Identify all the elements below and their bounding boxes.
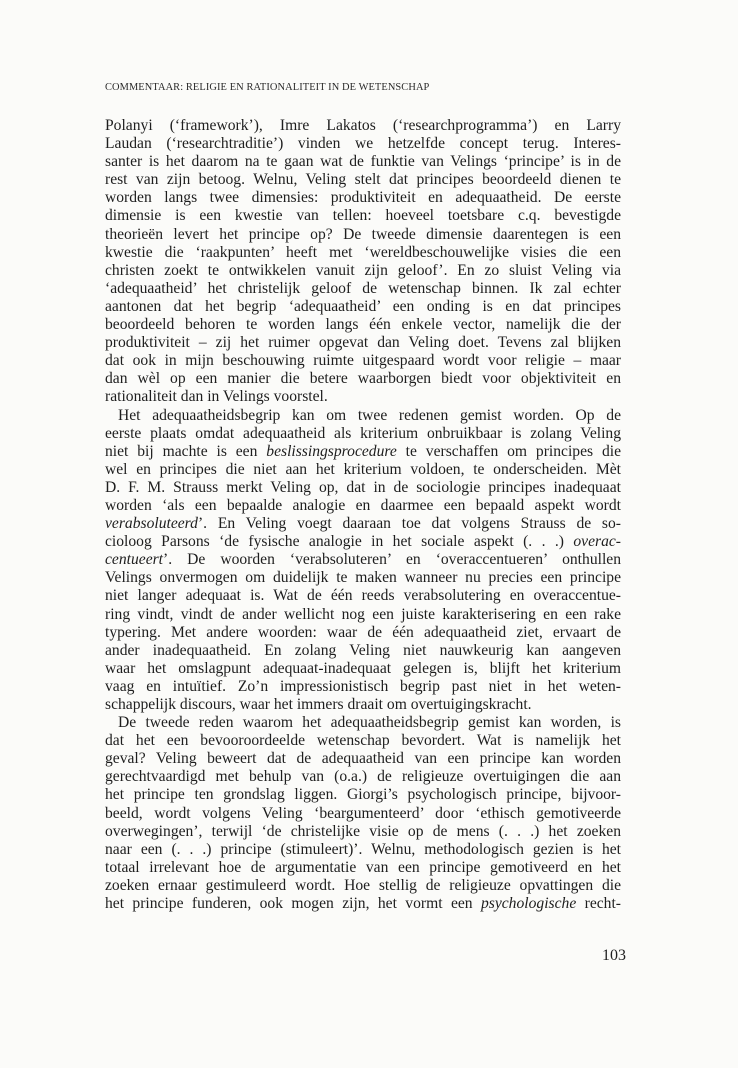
text-segment: Laudan (‘researchtraditie’) vinden we hetzelfde concept terug. Interes-: [105, 135, 621, 153]
text-segment: gerechtvaardigd met behulp van (o.a.) de religieuze overtuigingen die aan: [105, 768, 621, 786]
text-line: [105, 533, 621, 551]
text-segment: eerste plaats omdat adequaatheid als kriterium onbruikbaar is zolang Veling: [105, 424, 621, 442]
text-line: [105, 895, 621, 913]
text-segment: beeld, wordt volgens Veling ‘beargumenteerd’ door ‘ethisch gemotiveerde: [105, 804, 621, 822]
text-line: [105, 226, 621, 244]
text-line: [105, 352, 621, 370]
text-segment: naar een (. . .) principe (stimuleert)’. Welnu, methodologisch gezien is het: [105, 840, 621, 858]
text-segment: ander inadequaatheid. En zolang Veling niet nauwkeurig kan aangeven: [105, 641, 621, 659]
text-line: [105, 569, 621, 587]
text-segment: ‘adequaatheid’ het christelijk geloof de wetenschap binnen. Ik zal echter: [105, 279, 621, 297]
text-line: [105, 678, 621, 696]
text-segment: ’. En Veling voegt daaraan toe dat volgens Strauss de so-: [197, 515, 621, 533]
text-line: [105, 407, 621, 425]
text-segment: santer is het daarom na te gaan wat de funktie van Velings ‘principe’ is in de: [105, 153, 621, 171]
text-line: [105, 714, 621, 732]
text-line: [105, 732, 621, 750]
body-text: [105, 117, 621, 913]
text-line: [105, 606, 621, 624]
text-line: [105, 189, 621, 207]
text-segment: typering. Met andere woorden: waar de één adequaatheid ziet, ervaart de: [105, 623, 621, 641]
text-segment: te verschaffen om principes die: [396, 442, 621, 460]
text-line: [105, 841, 621, 859]
text-line: [105, 135, 621, 153]
text-line: [105, 877, 621, 895]
running-header: COMMENTAAR: RELIGIE EN RATIONALITEIT IN DE WETENSCHAP: [105, 82, 430, 93]
text-line: [105, 750, 621, 768]
italic-text: beslissingsprocedure: [266, 442, 397, 460]
text-segment: vaag en intuïtief. Zo’n impressionistisch begrip past niet in het weten-: [105, 677, 621, 695]
text-segment: D. F. M. Strauss merkt Veling op, dat in de sociologie principes inadequaat: [105, 478, 621, 496]
text-line: [105, 479, 621, 497]
text-segment: Het adequaatheidsbegrip kan om twee redenen gemist worden. Op de: [118, 406, 621, 424]
text-line: [105, 262, 621, 280]
text-line: [105, 551, 621, 569]
text-line: [105, 443, 621, 461]
text-segment: beoordeeld behoren te worden langs één enkele vector, namelijk die der: [105, 316, 621, 334]
text-segment: zoeken ernaar gestimuleerd wordt. Hoe stellig de religieuze opvattingen die: [105, 876, 621, 894]
text-segment: wel en principes die niet aan het kriterium voldoen, te onderscheiden. Mèt: [105, 460, 621, 478]
text-line: [105, 425, 621, 443]
text-line: [105, 497, 621, 515]
text-segment: aantonen dat het begrip ‘adequaatheid’ een onding is en dat principes: [105, 297, 621, 315]
text-segment: dat ook in mijn beschouwing ruimte uitgespaard wordt voor religie – maar: [105, 352, 621, 370]
text-line: [105, 207, 621, 225]
text-segment: rest van zijn betoog. Welnu, Veling stelt dat principes beoordeeld dienen te: [105, 171, 621, 189]
text-segment: dat het een bevooroordeelde wetenschap bevordert. Wat is namelijk het: [105, 732, 621, 750]
text-line: [105, 805, 621, 823]
italic-text: psychologische: [480, 895, 577, 913]
text-line: [105, 768, 621, 786]
text-segment: niet langer adequaat is. Wat de één reeds verabsolutering en overaccentue-: [105, 587, 621, 605]
text-line: [105, 515, 621, 533]
text-line: [105, 334, 621, 352]
text-segment: Polanyi (‘framework’), Imre Lakatos (‘researchprogramma’) en Larry: [105, 117, 621, 134]
text-segment: rationaliteit dan in Velings voorstel.: [105, 388, 328, 406]
text-segment: recht-: [576, 895, 621, 913]
italic-text: verabsoluteerd: [105, 515, 198, 533]
text-segment: niet bij machte is een: [105, 442, 267, 460]
text-segment: kwestie die ‘raakpunten’ heeft met ‘wereldbeschouwelijke visies die een: [105, 243, 621, 261]
italic-text: centueert: [105, 551, 164, 569]
text-segment: produktiviteit – zij het ruimer opgevat dan Veling doet. Tevens zal blijken: [105, 334, 621, 352]
text-segment: worden langs twee dimensies: produktiviteit en adequaatheid. De eerste: [105, 189, 621, 207]
text-line: [105, 786, 621, 804]
text-segment: waar het omslagpunt adequaat-inadequaat gelegen is, blijft het kriterium: [105, 659, 621, 677]
page-number: 103: [602, 947, 626, 964]
text-line: [105, 171, 621, 189]
text-line: [105, 660, 621, 678]
text-line: [105, 117, 621, 135]
text-line: [105, 316, 621, 334]
text-segment: ring vindt, vindt de ander wellicht nog een juiste karakterisering en een rake: [105, 605, 621, 623]
text-segment: het principe ten grondslag liggen. Giorgi’s psychologisch principe, bijvoor-: [105, 786, 621, 804]
text-line: [105, 298, 621, 316]
text-line: [105, 388, 621, 406]
text-segment: cioloog Parsons ‘de fysische analogie in het sociale aspekt (. . .): [105, 533, 574, 551]
text-segment: worden ‘als een bepaalde analogie en daarmee een bepaald aspekt wordt: [105, 496, 621, 514]
text-line: [105, 370, 621, 388]
text-segment: dan wèl op een manier die betere waarborgen biedt voor objektiviteit en: [105, 370, 621, 388]
text-segment: het principe funderen, ook mogen zijn, het vormt een: [105, 895, 481, 913]
text-segment: christen zoekt te ontwikkelen vanuit zijn geloof’. En zo sluist Veling via: [105, 261, 621, 279]
text-segment: overwegingen’, terwijl ‘de christelijke visie op de mens (. . .) het zoeken: [105, 822, 621, 840]
text-line: [105, 280, 621, 298]
text-line: [105, 859, 621, 877]
text-line: [105, 696, 621, 714]
text-line: [105, 153, 621, 171]
text-segment: totaal irrelevant hoe de argumentatie van een principe gemotiveerd en het: [105, 858, 621, 876]
text-segment: theorieën levert het principe op? De tweede dimensie daarentegen is een: [105, 225, 621, 243]
text-line: [105, 461, 621, 479]
text-segment: ’. De woorden ‘verabsoluteren’ en ‘overaccentueren’ onthullen: [163, 551, 621, 569]
text-line: [105, 642, 621, 660]
text-segment: De tweede reden waarom het adequaatheidsbegrip gemist kan worden, is: [118, 714, 621, 732]
italic-text: overac-: [573, 533, 621, 551]
text-segment: dimensie is een kwestie van tellen: hoeveel toetsbare c.q. bevestigde: [105, 207, 621, 225]
text-segment: geval? Veling beweert dat de adequaatheid van een principe kan worden: [105, 750, 621, 768]
text-line: [105, 823, 621, 841]
text-line: [105, 587, 621, 605]
text-line: [105, 624, 621, 642]
text-segment: schappelijk discours, waar het immers draait om overtuigingskracht.: [105, 696, 532, 713]
text-line: [105, 244, 621, 262]
text-segment: Velings onvermogen om duidelijk te maken wanneer nu precies een principe: [105, 569, 621, 587]
